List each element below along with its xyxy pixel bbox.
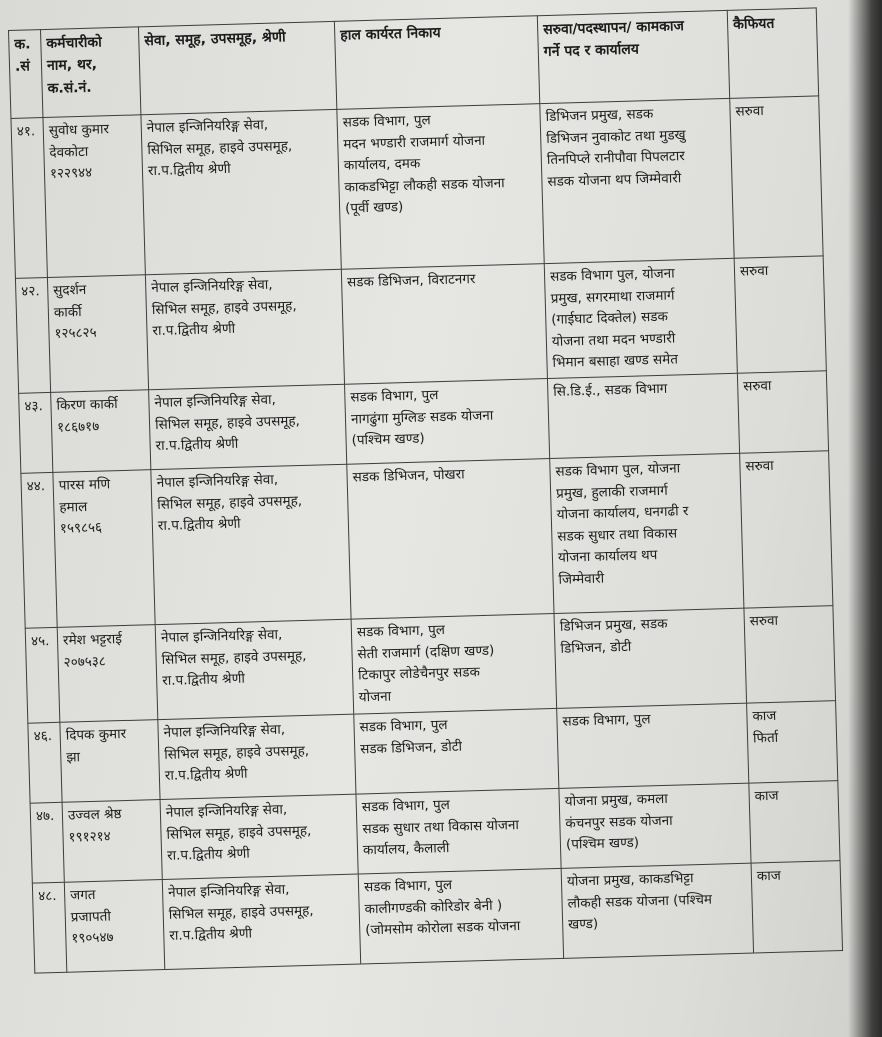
cell-serial: ४८. xyxy=(32,882,67,973)
cell-employee: सुदर्शन कार्की १२५८२५ xyxy=(47,275,148,393)
cell-new-post: डिभिजन प्रमुख, सडक डिभिजन, डोटी xyxy=(554,608,747,708)
cell-remarks: काज xyxy=(751,861,842,953)
header-service: सेवा, समूह, उपसमूह, श्रेणी xyxy=(138,21,336,114)
cell-service: नेपाल इन्जिनियरिङ्ग सेवा, सिभिल समूह, हाइवे उपसमूह, रा.प.द्वितीय श्रेणी xyxy=(158,714,356,799)
cell-serial: ४४. xyxy=(21,472,57,628)
cell-remarks: सरुवा xyxy=(734,256,826,373)
scan-dark-edge xyxy=(848,0,882,1037)
cell-service: नेपाल इन्जिनियरिङ्ग सेवा, सिभिल समूह, हाइवे उपसमूह, रा.प.द्वितीय श्रेणी xyxy=(162,874,360,969)
table-row xyxy=(11,96,823,278)
cell-serial: ४६. xyxy=(28,722,62,803)
cell-current-office: सडक विभाग, पुल सडक डिभिजन, डोटी xyxy=(354,708,559,794)
cell-employee: रमेश भट्टराई २०७५३८ xyxy=(57,625,158,723)
cell-service: नेपाल इन्जिनियरिङ्ग सेवा, सिभिल समूह, हाइवे उपसमूह, रा.प.द्वितीय श्रेणी xyxy=(160,794,358,879)
cell-remarks: काज xyxy=(749,781,840,863)
header-employee: कर्मचारीको नाम, थर, क.सं.नं. xyxy=(41,27,141,118)
cell-remarks: सरुवा xyxy=(744,606,836,703)
cell-employee: दिपक कुमार झा xyxy=(60,720,160,803)
cell-current-office: सडक विभाग, पुल मदन भण्डारी राजमार्ग योजना कार्यालय, दमक काकडभिट्टा लौकही सडक योजना (पूर्वी खण्ड) xyxy=(337,104,544,270)
cell-new-post: योजना प्रमुख, काकडभिट्टा लौकही सडक योजना (पश्चिम खण्ड) xyxy=(561,863,753,958)
cell-current-office: सडक विभाग, पुल नागढुंगा मुग्लिङ सडक योजना (पश्चिम खण्ड) xyxy=(345,379,550,465)
table-row xyxy=(21,451,833,629)
cell-new-post: सडक विभाग, पुल xyxy=(557,703,749,788)
cell-service: नेपाल इन्जिनियरिङ्ग सेवा, सिभिल समूह, हाइवे उपसमूह, रा.प.द्वितीय श्रेणी xyxy=(141,109,341,274)
transfer-table xyxy=(8,7,843,973)
cell-employee: किरण कार्की १८६७१७ xyxy=(51,390,151,473)
cell-employee: पारस मणि हमाल १५९८५६ xyxy=(53,470,155,628)
cell-service: नेपाल इन्जिनियरिङ्ग सेवा, सिभिल समूह, हाइवे उपसमूह, रा.प.द्वितीय श्रेणी xyxy=(145,269,344,389)
cell-serial: ४१. xyxy=(11,118,47,279)
table-row xyxy=(15,256,826,393)
cell-current-office: सडक विभाग, पुल कालीगण्डकी कोरिडोर बेनी ) (जोमसोम कोरोला सडक योजना xyxy=(358,868,563,964)
cell-new-post: योजना प्रमुख, कमला कंचनपुर सडक योजना (पश्चिम खण्ड) xyxy=(559,783,751,868)
cell-service: नेपाल इन्जिनियरिङ्ग सेवा, सिभिल समूह, हाइवे उपसमूह, रा.प.द्वितीय श्रेणी xyxy=(155,619,354,719)
cell-employee: उज्वल श्रेष्ठ १९१२१४ xyxy=(62,800,162,883)
cell-serial: ४५. xyxy=(25,627,60,723)
header-new-post: सरुवा/पदस्थापन/ कामकाज गर्ने पद र कार्यालय xyxy=(537,10,729,103)
cell-new-post: सि.डि.ई., सडक विभाग xyxy=(547,373,739,458)
cell-current-office: सडक विभाग, पुल सडक सुधार तथा विकास योजना कार्यालय, कैलाली xyxy=(356,788,561,874)
header-current-office: हाल कार्यरत निकाय xyxy=(334,16,539,110)
cell-serial: ४२. xyxy=(15,277,50,393)
cell-service: नेपाल इन्जिनियरिङ्ग सेवा, सिभिल समूह, हाइवे उपसमूह, रा.प.द्वितीय श्रेणी xyxy=(151,464,351,624)
cell-employee: सुवोध कुमार देवकोटा १२२९४४ xyxy=(43,115,145,278)
document-sheet xyxy=(8,7,843,973)
cell-new-post: सडक विभाग पुल, योजना प्रमुख, सगरमाथा राजमार्ग (गाईघाट दिक्तेल) सडक योजना तथा मदन भण्डारी भिमान बसाहा खण्ड समेत xyxy=(544,258,737,378)
cell-remarks: काज फिर्ता xyxy=(747,701,838,783)
cell-remarks: सरुवा xyxy=(740,451,833,608)
header-serial: क. .सं xyxy=(9,30,43,119)
cell-service: नेपाल इन्जिनियरिङ्ग सेवा, सिभिल समूह, हाइवे उपसमूह, रा.प.द्वितीय श्रेणी xyxy=(149,384,347,469)
cell-new-post: डिभिजन प्रमुख, सडक डिभिजन नुवाकोट तथा मुडखु तिनपिप्ले रानीपौवा पिपलटार सडक योजना थप जिम्मेवारी xyxy=(540,98,734,263)
cell-current-office: सडक डिभिजन, विराटनगर xyxy=(341,264,547,385)
cell-employee: जगत प्रजापती १९०५४७ xyxy=(64,879,164,972)
cell-serial: ४३. xyxy=(19,392,53,473)
cell-serial: ४७. xyxy=(30,802,64,883)
cell-current-office: सडक डिभिजन, पोखरा xyxy=(347,459,554,620)
cell-remarks: सरुवा xyxy=(737,371,828,453)
cell-new-post: सडक विभाग पुल, योजना प्रमुख, हुलाकी राजमार्ग योजना कार्यालय, धनगढी र सडक सुधार तथा विकास योजना कार्यालय थप जिम्मेवारी xyxy=(550,453,744,613)
cell-current-office: सडक विभाग, पुल सेती राजमार्ग (दक्षिण खण्ड) टिकापुर लोडेचैनपुर सडक योजना xyxy=(351,613,557,714)
cell-remarks: सरुवा xyxy=(730,96,823,258)
header-remarks: कैफियत xyxy=(727,8,818,98)
